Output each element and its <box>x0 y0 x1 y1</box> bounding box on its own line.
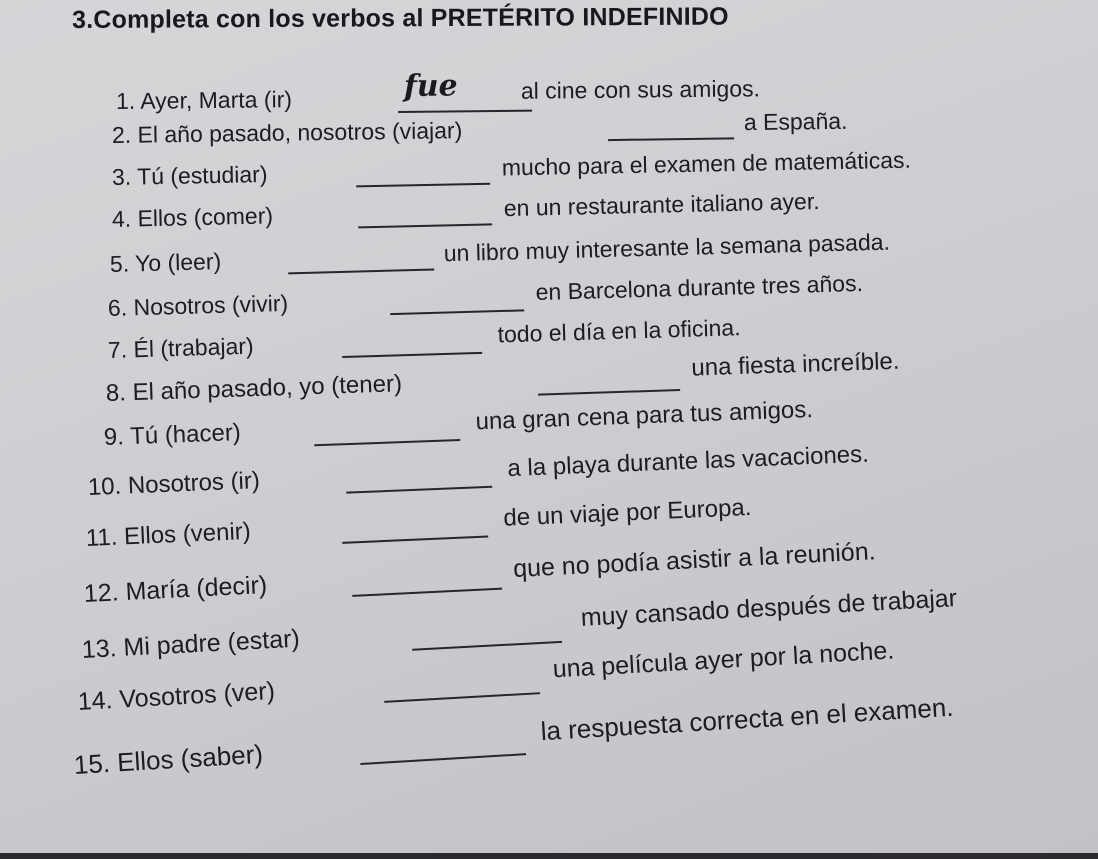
item-continuation: todo el día en la oficina. <box>497 314 741 348</box>
answer-blank[interactable] <box>352 588 502 597</box>
answer-blank[interactable] <box>398 110 532 113</box>
answer-blank[interactable] <box>358 223 492 228</box>
answer-blank[interactable] <box>314 439 460 446</box>
answer-blank[interactable] <box>412 641 562 651</box>
item-continuation: de un viaje por Europa. <box>502 493 752 532</box>
exercise-item-6 <box>108 270 988 325</box>
exercise-item-4 <box>112 187 932 236</box>
item-prompt: 11. Ellos (venir) <box>85 517 252 552</box>
item-prompt: 15. Ellos (saber) <box>72 738 264 780</box>
photo-bottom-edge <box>0 853 1098 859</box>
item-continuation: una película ayer por la noche. <box>551 636 895 684</box>
item-continuation: una fiesta increíble. <box>690 347 900 382</box>
item-prompt: 5. Yo (leer) <box>109 248 222 277</box>
answer-blank[interactable] <box>390 309 524 315</box>
item-prompt: 4. Ellos (comer) <box>111 202 274 232</box>
item-continuation: que no podía asistir a la reunión. <box>512 537 877 583</box>
answer-blank[interactable] <box>346 486 492 494</box>
item-prompt: 2. El año pasado, nosotros (viajar) <box>111 117 463 148</box>
answer-blank[interactable] <box>608 137 734 141</box>
answer-blank[interactable] <box>288 269 434 275</box>
item-continuation: la respuesta correcta en el examen. <box>539 691 955 747</box>
item-prompt: 1. Ayer, Marta (ir) <box>115 86 293 114</box>
item-prompt: 7. Él (trabajar) <box>107 332 254 363</box>
item-prompt: 10. Nosotros (ir) <box>87 467 261 501</box>
exercise-item-3 <box>112 146 1052 194</box>
answer-blank[interactable] <box>360 753 526 765</box>
item-continuation: muy cansado después de trabajar <box>580 584 958 632</box>
answer-blank[interactable] <box>342 352 482 358</box>
item-continuation: una gran cena para tus amigos. <box>475 396 814 436</box>
item-prompt: 6. Nosotros (vivir) <box>107 289 289 321</box>
exercise-title: 3.Completa con los verbos al PRETÉRITO INDEFINIDO <box>72 2 729 34</box>
handwritten-answer: fue <box>403 68 458 104</box>
item-continuation: a España. <box>743 107 848 136</box>
item-prompt: 13. Mi padre (estar) <box>81 624 301 664</box>
item-prompt: 9. Tú (hacer) <box>103 418 242 451</box>
item-continuation: mucho para el examen de matemáticas. <box>501 146 912 181</box>
item-prompt: 8. El año pasado, yo (tener) <box>105 370 403 407</box>
item-prompt: 3. Tú (estudiar) <box>111 161 268 190</box>
item-continuation: un libro muy interesante la semana pasada. <box>443 228 891 267</box>
answer-blank[interactable] <box>342 535 488 543</box>
answer-blank[interactable] <box>356 183 490 188</box>
item-continuation: en Barcelona durante tres años. <box>535 269 864 306</box>
answer-blank[interactable] <box>538 389 680 396</box>
answer-blank[interactable] <box>384 692 540 703</box>
item-continuation: en un restaurante italiano ayer. <box>503 187 820 222</box>
item-prompt: 14. Vosotros (ver) <box>77 677 276 716</box>
exercise-item-1 <box>115 68 836 118</box>
exercise-item-2 <box>111 107 892 152</box>
item-continuation: al cine con sus amigos. <box>520 75 761 104</box>
item-prompt: 12. María (decir) <box>83 571 268 608</box>
item-continuation: a la playa durante las vacaciones. <box>506 440 870 483</box>
